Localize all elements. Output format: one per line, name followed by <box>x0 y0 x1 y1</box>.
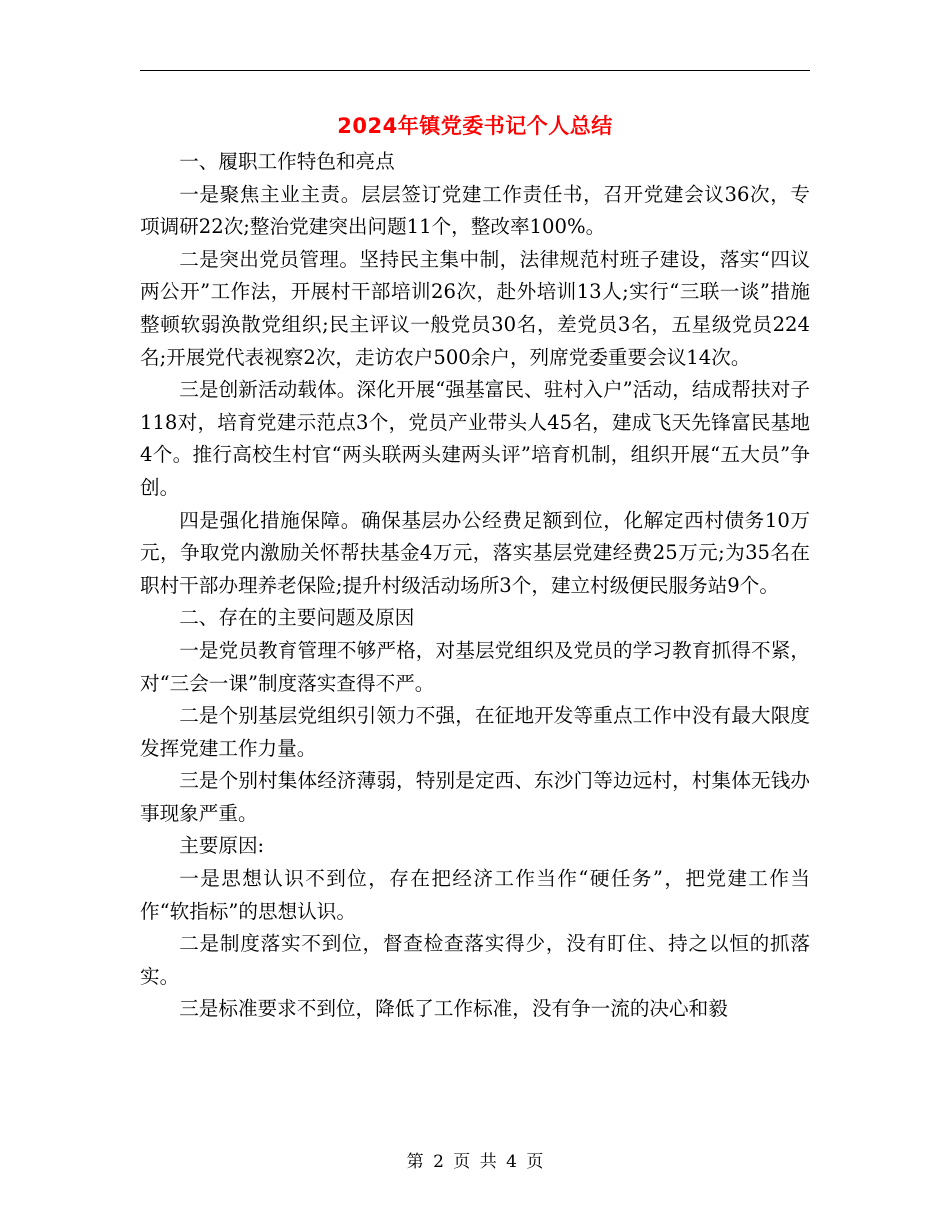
document-body <box>140 146 810 1026</box>
paragraph: 三是个别村集体经济薄弱，特别是定西、东沙门等边远村，村集体无钱办事现象严重。 <box>140 769 810 825</box>
page-footer: 第 2 页 共 4 页 <box>406 1152 544 1172</box>
paragraph: 一是党员教育管理不够严格，对基层党组织及党员的学习教育抓得不紧，对“三会一课”制度落实查得不严。 <box>140 638 810 695</box>
subheading-main-reasons: 主要原因: <box>179 834 265 858</box>
paragraph: 一是思想认识不到位，存在把经济工作当作“硬任务”，把党建工作当作“软指标”的思想认识。 <box>140 867 810 923</box>
paragraph: 四是强化措施保障。确保基层办公经费足额到位，化解定西村债务10万元，争取党内激励关怀帮扶基金4万元，落实基层党建经费25万元;为35名在职村干部办理养老保险;提升村级活动场所3个，建立村级便民服务站9个。 <box>140 508 810 597</box>
paragraph: 三是标准要求不到位，降低了工作标准，没有争一流的决心和毅 <box>179 997 728 1021</box>
paragraph: 二是制度落实不到位，督查检查落实得少，没有盯住、持之以恒的抓落实。 <box>140 932 810 988</box>
paragraph: 二是个别基层党组织引领力不强，在征地开发等重点工作中没有最大限度发挥党建工作力量。 <box>140 704 810 760</box>
paragraph: 二是突出党员管理。坚持民主集中制，法律规范村班子建设，落实“四议两公开”工作法，开展村干部培训26次，赴外培训13人;实行“三联一谈”措施整顿软弱涣散党组织;民主评议一般党员30名，差党员3名，五星级党员224名;开展党代表视察2次，走访农户500余户，列席党委重要会议14次。 <box>140 247 810 369</box>
section-heading-1: 一、履职工作特色和亮点 <box>179 150 395 173</box>
document-title: 2024年镇党委书记个人总结 <box>337 114 613 138</box>
section-heading-2: 二、存在的主要问题及原因 <box>179 606 415 630</box>
header-rule <box>140 70 810 71</box>
paragraph: 一是聚焦主业主责。层层签订党建工作责任书，召开党建会议36次，专项调研22次;整治党建突出问题11个，整改率100%。 <box>140 182 810 239</box>
paragraph: 三是创新活动载体。深化开展“强基富民、驻村入户”活动，结成帮扶对子118对，培育党建示范点3个，党员产业带头人45名，建成飞天先锋富民基地4个。推行高校生村官“两头联两头建两头评”培育机制，组织开展“五大员”争创。 <box>140 378 810 499</box>
